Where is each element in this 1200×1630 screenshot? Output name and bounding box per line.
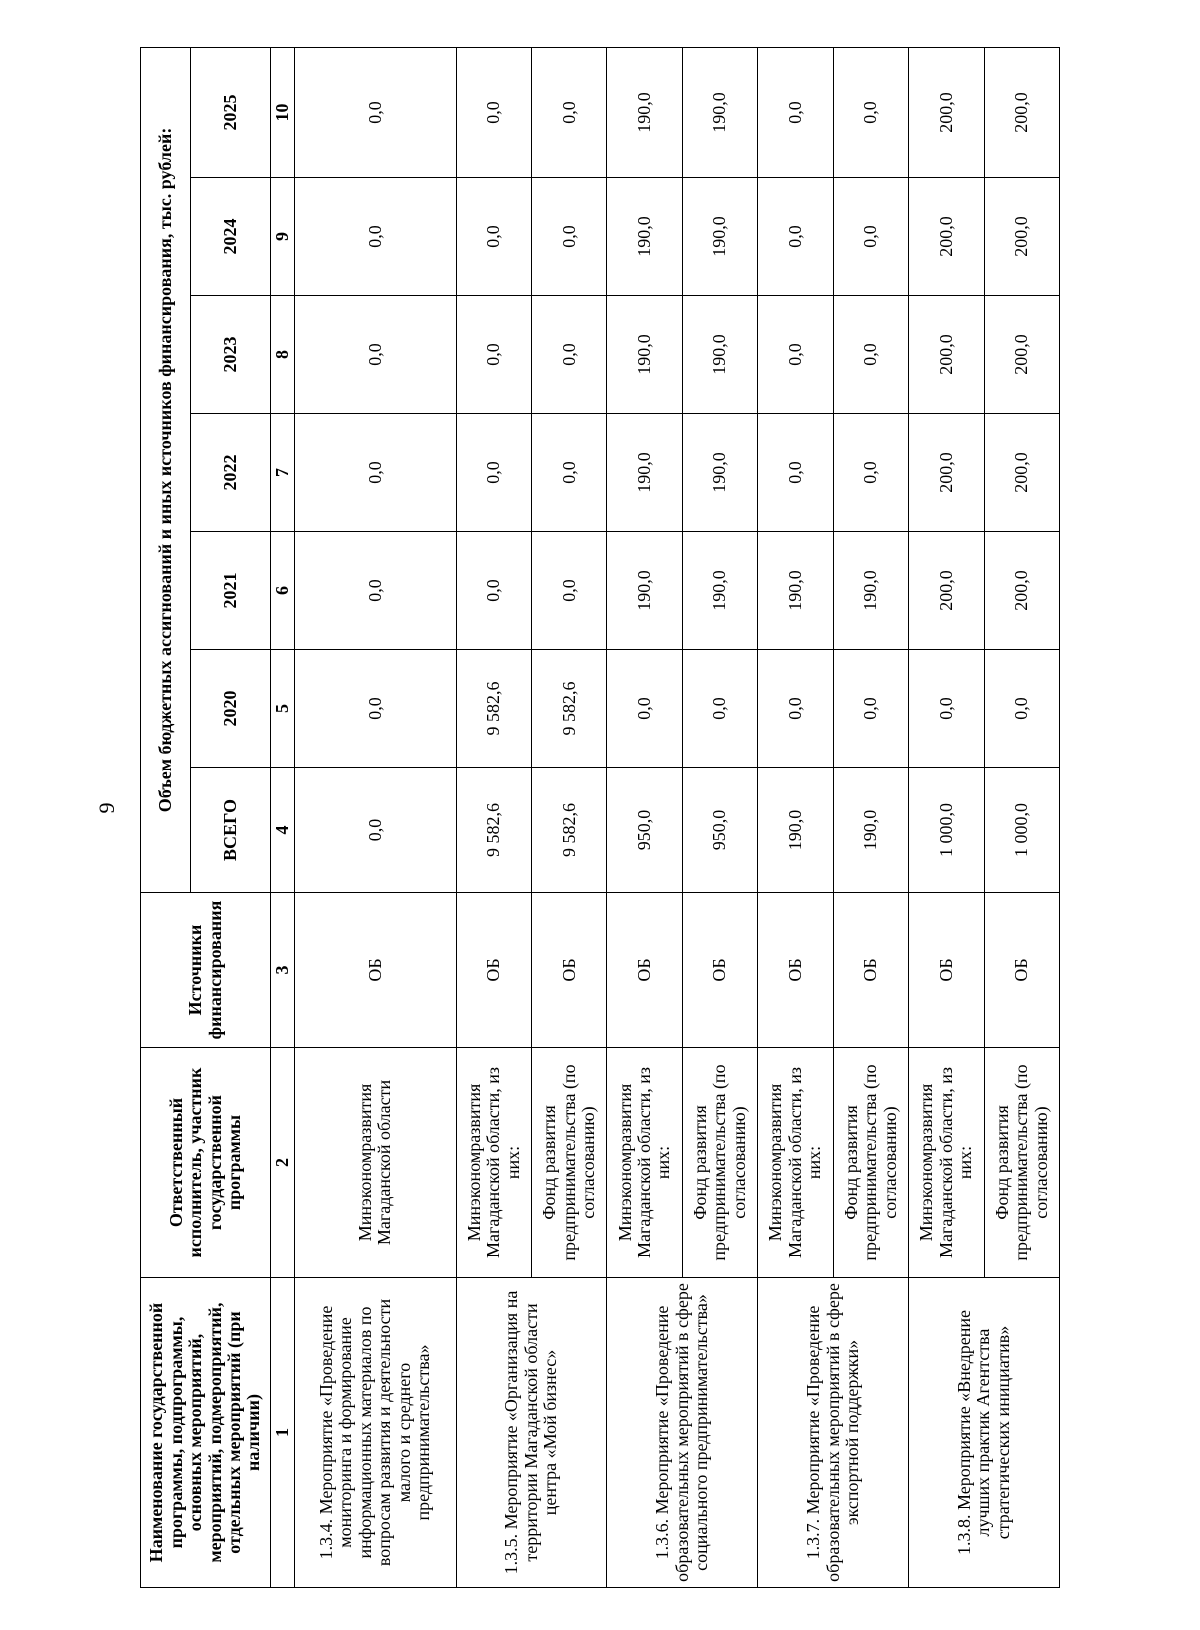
- column-number: 3: [271, 893, 295, 1048]
- sub-executor: Фонд развития предпринимательства (по согласованию): [833, 1048, 908, 1278]
- header-executor: Ответственный исполнитель, участник государственной программы: [141, 1048, 271, 1278]
- value-cell: 200,0: [984, 414, 1059, 532]
- value-cell: 190,0: [758, 768, 833, 893]
- column-number: 5: [271, 650, 295, 768]
- value-cell: 0,0: [984, 650, 1059, 768]
- activity-name: 1.3.5. Мероприятие «Организация на территории Магаданской области центра «Мой бизнес»: [456, 1278, 607, 1588]
- value-cell: 950,0: [607, 768, 682, 893]
- header-year: 2023: [191, 296, 271, 414]
- value-cell: 190,0: [682, 296, 757, 414]
- header-source: Источники финансирования: [141, 893, 271, 1048]
- header-year: 2020: [191, 650, 271, 768]
- value-cell: 200,0: [984, 178, 1059, 296]
- activity-name: 1.3.7. Мероприятие «Проведение образовательных мероприятий в сфере экспортной поддержки»: [758, 1278, 909, 1588]
- value-cell: 0,0: [909, 650, 984, 768]
- value-cell: 0,0: [607, 650, 682, 768]
- header-year: 2025: [191, 47, 271, 177]
- value-cell: 0,0: [456, 414, 531, 532]
- value-cell: 190,0: [682, 178, 757, 296]
- value-cell: 0,0: [532, 178, 607, 296]
- value-cell: 0,0: [833, 650, 908, 768]
- value-cell: 190,0: [833, 532, 908, 650]
- source: ОБ: [607, 893, 682, 1048]
- page-number: 9: [94, 802, 119, 814]
- value-cell: 0,0: [682, 650, 757, 768]
- header-name: Наименование государственной программы, подпрограммы, основных мероприятий, мероприятий, подмероприятий, отдельных мероприятий (при наличии): [141, 1278, 271, 1588]
- activity-name: 1.3.6. Мероприятие «Проведение образовательных мероприятий в сфере социального предпринимательства»: [607, 1278, 758, 1588]
- value-cell: 0,0: [758, 414, 833, 532]
- value-cell: 0,0: [295, 768, 457, 893]
- value-cell: 0,0: [532, 296, 607, 414]
- header-year: 2022: [191, 414, 271, 532]
- table-row: [607, 47, 682, 1587]
- value-cell: 9 582,6: [456, 768, 531, 893]
- activity-name: 1.3.8. Мероприятие «Внедрение лучших практик Агентства стратегических инициатив»: [909, 1278, 1060, 1588]
- value-cell: 200,0: [909, 532, 984, 650]
- value-cell: 0,0: [456, 532, 531, 650]
- source: ОБ: [833, 893, 908, 1048]
- source: ОБ: [682, 893, 757, 1048]
- value-cell: 0,0: [532, 47, 607, 177]
- column-number: 6: [271, 532, 295, 650]
- sub-executor: Фонд развития предпринимательства (по согласованию): [984, 1048, 1059, 1278]
- sub-executor: Фонд развития предпринимательства (по согласованию): [532, 1048, 607, 1278]
- source: ОБ: [758, 893, 833, 1048]
- value-cell: 190,0: [758, 532, 833, 650]
- source: ОБ: [295, 893, 457, 1048]
- sub-executor: Фонд развития предпринимательства (по согласованию): [682, 1048, 757, 1278]
- value-cell: 1 000,0: [984, 768, 1059, 893]
- value-cell: 0,0: [295, 178, 457, 296]
- value-cell: 1 000,0: [909, 768, 984, 893]
- value-cell: 200,0: [909, 47, 984, 177]
- funding-table: [140, 47, 1060, 1588]
- column-number: 1: [271, 1278, 295, 1588]
- value-cell: 0,0: [456, 178, 531, 296]
- value-cell: 190,0: [833, 768, 908, 893]
- column-number: 2: [271, 1048, 295, 1278]
- value-cell: 0,0: [758, 178, 833, 296]
- column-number: 7: [271, 414, 295, 532]
- value-cell: 9 582,6: [532, 650, 607, 768]
- value-cell: 190,0: [607, 296, 682, 414]
- value-cell: 0,0: [456, 296, 531, 414]
- value-cell: 0,0: [295, 47, 457, 177]
- header-year: 2024: [191, 178, 271, 296]
- value-cell: 950,0: [682, 768, 757, 893]
- value-cell: 9 582,6: [532, 768, 607, 893]
- value-cell: 0,0: [295, 532, 457, 650]
- table-row: [295, 47, 457, 1587]
- column-number: 10: [271, 47, 295, 177]
- table-row: [456, 47, 531, 1587]
- table-row: [758, 47, 833, 1587]
- executor: Минэкономразвития Магаданской области, из них:: [909, 1048, 984, 1278]
- column-number: 9: [271, 178, 295, 296]
- value-cell: 190,0: [607, 178, 682, 296]
- value-cell: 190,0: [607, 414, 682, 532]
- value-cell: 0,0: [833, 178, 908, 296]
- value-cell: 200,0: [984, 532, 1059, 650]
- value-cell: 190,0: [607, 47, 682, 177]
- value-cell: 0,0: [295, 650, 457, 768]
- value-cell: 9 582,6: [456, 650, 531, 768]
- table-row: [909, 47, 984, 1587]
- value-cell: 200,0: [909, 296, 984, 414]
- source: ОБ: [532, 893, 607, 1048]
- value-cell: 190,0: [607, 532, 682, 650]
- source: ОБ: [909, 893, 984, 1048]
- value-cell: 0,0: [532, 532, 607, 650]
- header-year: 2021: [191, 532, 271, 650]
- value-cell: 200,0: [909, 414, 984, 532]
- header-funding-group: Объем бюджетных ассигнований и иных источников финансирования, тыс. рублей:: [141, 47, 191, 892]
- value-cell: 0,0: [833, 296, 908, 414]
- column-number: 4: [271, 768, 295, 893]
- source: ОБ: [984, 893, 1059, 1048]
- value-cell: 0,0: [758, 650, 833, 768]
- value-cell: 200,0: [984, 296, 1059, 414]
- value-cell: 0,0: [295, 414, 457, 532]
- executor: Минэкономразвития Магаданской области, из них:: [607, 1048, 682, 1278]
- value-cell: 0,0: [295, 296, 457, 414]
- value-cell: 0,0: [456, 47, 531, 177]
- value-cell: 0,0: [833, 47, 908, 177]
- executor: Минэкономразвития Магаданской области, из них:: [456, 1048, 531, 1278]
- value-cell: 190,0: [682, 532, 757, 650]
- value-cell: 200,0: [909, 178, 984, 296]
- value-cell: 0,0: [758, 296, 833, 414]
- value-cell: 0,0: [758, 47, 833, 177]
- value-cell: 0,0: [833, 414, 908, 532]
- executor: Минэкономразвития Магаданской области, из них:: [758, 1048, 833, 1278]
- source: ОБ: [456, 893, 531, 1048]
- value-cell: 190,0: [682, 47, 757, 177]
- rotated-page: [140, 48, 1060, 1588]
- value-cell: 200,0: [984, 47, 1059, 177]
- column-number: 8: [271, 296, 295, 414]
- activity-name: 1.3.4. Мероприятие «Проведение мониторинга и формирование информационных материалов по вопросам развития и деятельности малого и среднего предпринимательства»: [295, 1278, 457, 1588]
- header-year: ВСЕГО: [191, 768, 271, 893]
- value-cell: 190,0: [682, 414, 757, 532]
- executor: Минэкономразвития Магаданской области: [295, 1048, 457, 1278]
- value-cell: 0,0: [532, 414, 607, 532]
